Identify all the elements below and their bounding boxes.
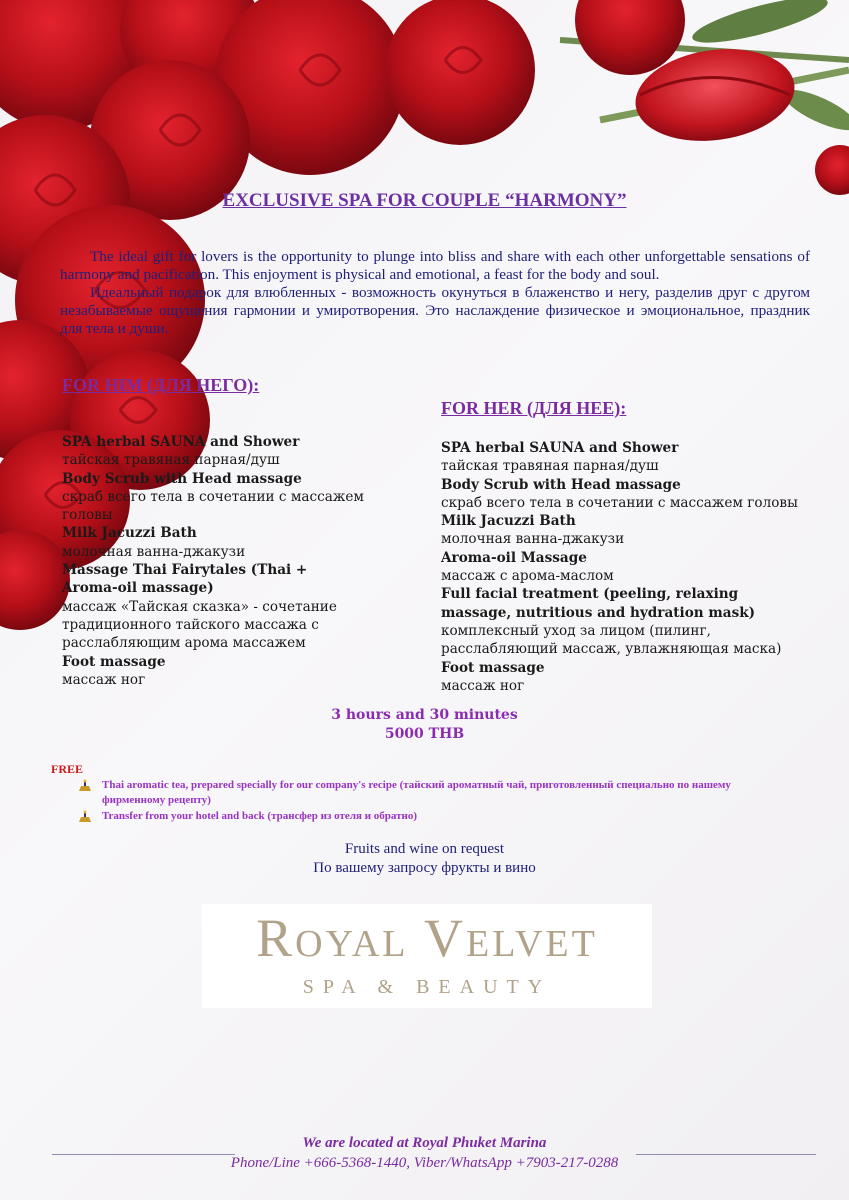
royal-velvet-logo (202, 904, 652, 1008)
him-item-desc: массаж «Тайская сказка» - сочетание традиционного тайского массажа с расслабляющим арома массажем (62, 598, 337, 652)
her-item-name: Foot massage (441, 659, 545, 676)
free-item (78, 809, 778, 824)
for-him-heading: FOR HIM (ДЛЯ НЕГО): (62, 375, 260, 395)
him-item-desc: массаж ног (62, 671, 146, 688)
him-item-name: SPA herbal SAUNA and Shower (62, 434, 300, 450)
price: 5000 THB (384, 726, 465, 742)
him-item-name: Body Scrub with Head massage (62, 470, 302, 487)
her-item-name: Full facial treatment (peeling, relaxing massage, nutritious and hydration mask) (441, 586, 756, 621)
footer-contacts: Phone/Line +666-5368-1440, Viber/WhatsApp +7903-217-0288 (230, 1155, 619, 1171)
her-item-name: Body Scrub with Head massage (441, 476, 681, 493)
logo-tagline: SPA & BEAUTY (302, 976, 552, 998)
her-item-desc: массаж ног (441, 677, 525, 694)
her-item-name: SPA herbal SAUNA and Shower (441, 440, 679, 456)
footer (0, 1133, 849, 1173)
him-item-name: Massage Thai Fairytales (Thai + Aroma-oil massage) (62, 562, 308, 597)
footer-location: We are located at Royal Phuket Marina (302, 1135, 547, 1151)
candle-bullet-icon (78, 810, 92, 824)
her-item-name: Aroma-oil Massage (441, 549, 587, 566)
for-her-list (441, 439, 811, 695)
intro-text (60, 248, 810, 338)
him-item-desc: молочная ванна-джакузи (62, 543, 246, 560)
free-item-text: Transfer from your hotel and back (трансфер из отеля и обратно) (102, 810, 418, 822)
him-item-name: Foot massage (62, 653, 166, 670)
request-english: Fruits and wine on request (344, 841, 505, 857)
request-note (0, 840, 849, 878)
him-item-desc: скраб всего тела в сочетании с массажем головы (62, 488, 364, 524)
logo-wordmark: Royal Velvet (256, 908, 598, 968)
her-item-desc: комплексный уход за лицом (пилинг, расслабляющий массаж, увлажняющая маска) (441, 622, 782, 658)
duration-price (0, 706, 849, 744)
duration: 3 hours and 30 minutes (331, 707, 518, 723)
intro-english: The ideal gift for lovers is the opportunity to plunge into bliss and share with each other unforgettable sensations of harmony and pacification. This enjoyment is physical and emotional, a feast for the body and soul. (60, 248, 810, 283)
him-item-desc: тайская травяная парная/душ (62, 452, 280, 469)
for-him-list (62, 433, 417, 689)
candle-bullet-icon (78, 779, 92, 793)
her-item-desc: массаж с арома-маслом (441, 568, 614, 585)
intro-russian: Идеальный подарок для влюбленных - возможность окунуться в блаженство и негу, разделив друг с другом незабываемые ощущения гармонии и умиротворения. Это наслаждение физическое и эмоциональное, праздник для тела и души. (60, 284, 810, 337)
him-item-name: Milk Jacuzzi Bath (62, 525, 197, 542)
her-item-desc: молочная ванна-джакузи (441, 531, 625, 548)
page-title: EXCLUSIVE SPA FOR COUPLE “HARMONY” (222, 190, 627, 211)
request-russian: По вашему запросу фрукты и вино (313, 860, 536, 876)
her-item-desc: тайская травяная парная/душ (441, 458, 659, 475)
free-label: FREE (51, 762, 84, 776)
her-item-name: Milk Jacuzzi Bath (441, 513, 576, 530)
her-item-desc: скраб всего тела в сочетании с массажем головы (441, 494, 798, 511)
free-item (78, 778, 778, 808)
for-her-heading: FOR HER (ДЛЯ НЕЕ): (441, 398, 627, 418)
free-item-text: Thai aromatic tea, prepared specially for our company's recipe (тайский ароматный чай, приготовленный специально по нашему фирменному рецепту) (102, 779, 731, 806)
